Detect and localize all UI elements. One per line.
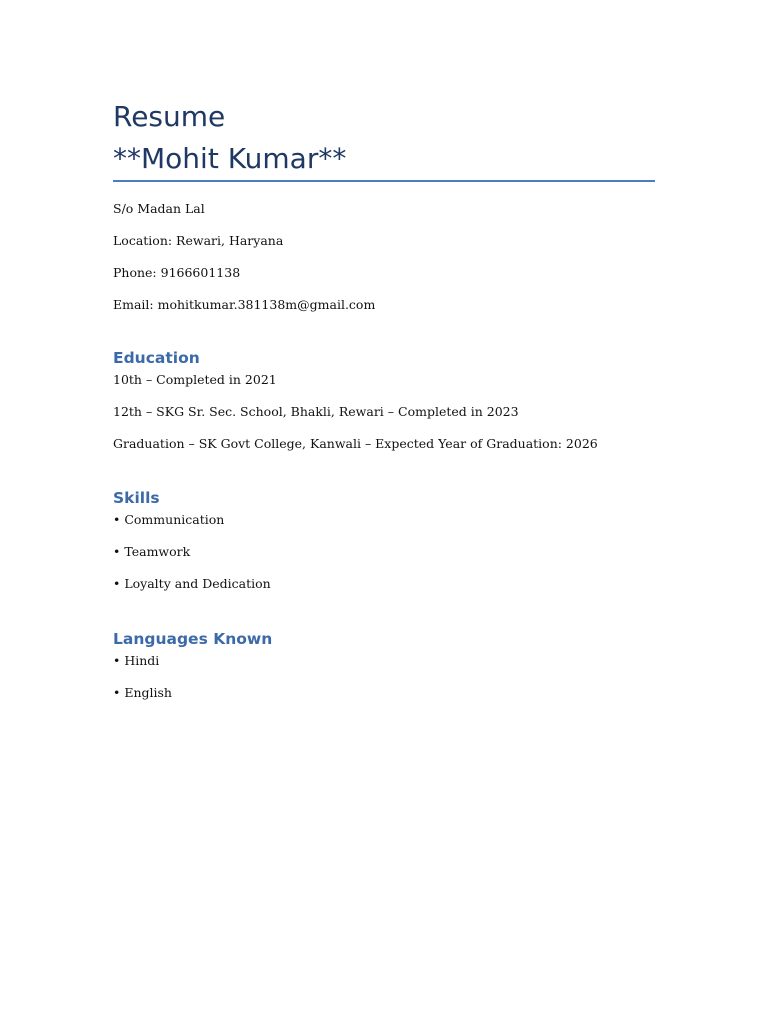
languages-heading: Languages Known bbox=[113, 630, 273, 648]
title-underline bbox=[113, 180, 655, 182]
contact-parent: S/o Madan Lal bbox=[113, 201, 205, 216]
document-title bbox=[113, 96, 655, 180]
skills-item: • Loyalty and Dedication bbox=[113, 576, 271, 591]
education-heading: Education bbox=[113, 349, 200, 367]
contact-section bbox=[113, 200, 673, 328]
education-section bbox=[113, 347, 673, 467]
skills-item: • Teamwork bbox=[113, 544, 191, 559]
contact-location: Location: Rewari, Haryana bbox=[113, 233, 284, 248]
languages-section bbox=[113, 628, 673, 716]
languages-item: • Hindi bbox=[113, 653, 160, 668]
skills-item: • Communication bbox=[113, 512, 225, 527]
skills-heading: Skills bbox=[113, 489, 160, 507]
title-line-name: **Mohit Kumar** bbox=[113, 142, 347, 175]
title-line-resume: Resume bbox=[113, 100, 226, 133]
skills-section bbox=[113, 487, 673, 607]
education-item: 10th – Completed in 2021 bbox=[113, 372, 277, 387]
education-item: Graduation – SK Govt College, Kanwali – Expected Year of Graduation: 2026 bbox=[113, 436, 598, 451]
contact-phone: Phone: 9166601138 bbox=[113, 265, 241, 280]
contact-email: Email: mohitkumar.381138m@gmail.com bbox=[113, 297, 376, 312]
education-item: 12th – SKG Sr. Sec. School, Bhakli, Rewari – Completed in 2023 bbox=[113, 404, 519, 419]
languages-item: • English bbox=[113, 685, 172, 700]
